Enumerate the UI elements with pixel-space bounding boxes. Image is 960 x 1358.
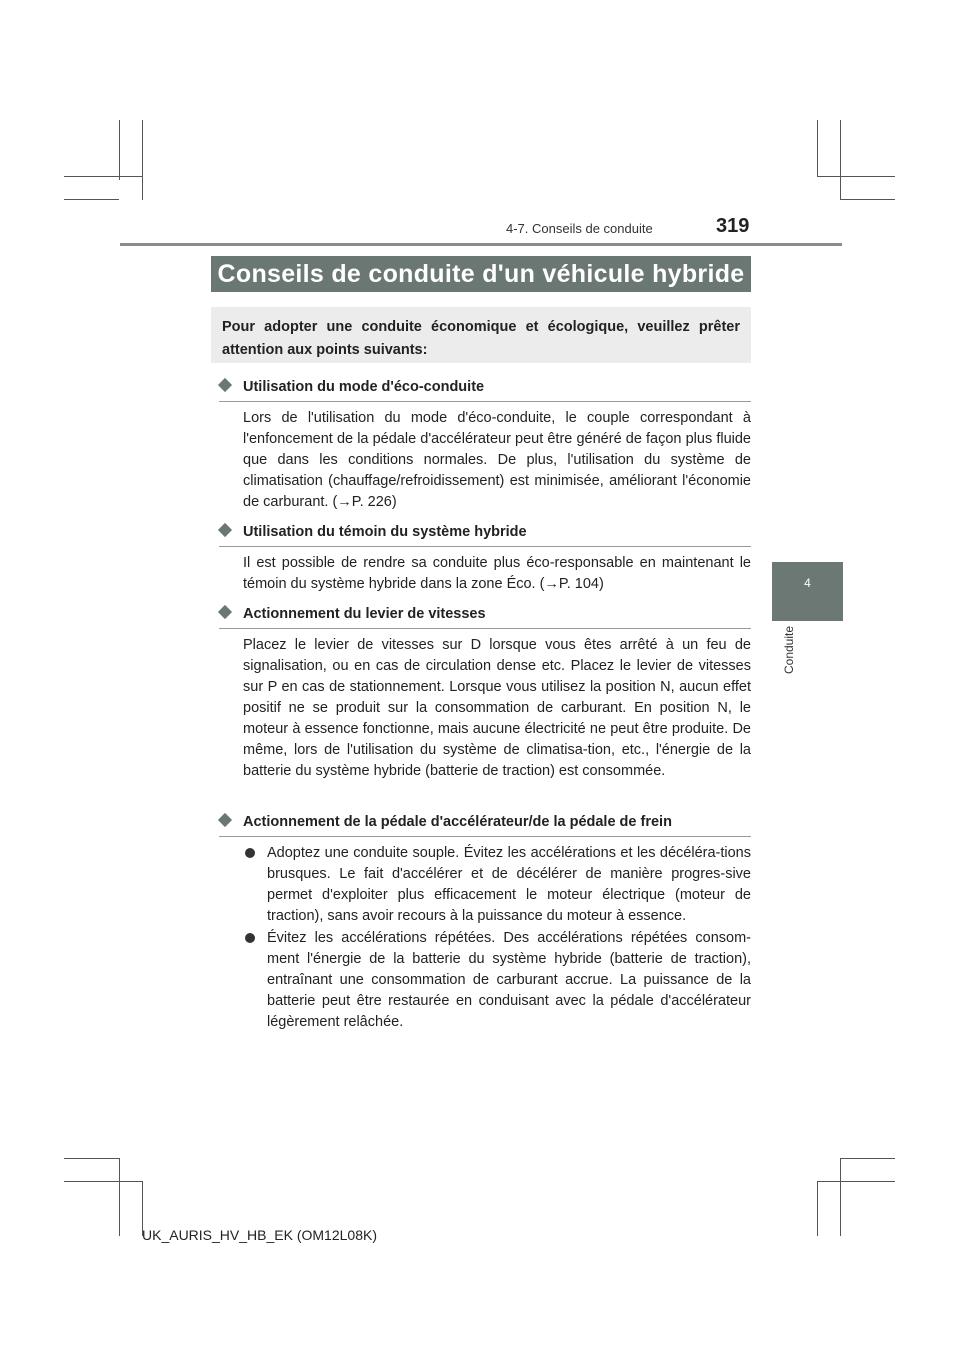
crop-mark <box>840 120 841 200</box>
section-heading <box>219 376 751 402</box>
diamond-bullet-icon <box>218 605 232 619</box>
crop-mark <box>840 1158 895 1159</box>
section-heading <box>219 811 751 837</box>
section-body: Placez le levier de vitesses sur D lorsque vous êtes arrêté à un feu de signalisation, ou en cas de circulation dense etc. Placez le levier de vitesses sur P en cas de stationnement. Lorsque vous utilisez la position N, aucun effet positif ne se produit sur la consommation de carburant. En position N, le moteur à essence fonctionne, mais aucune électricité ne peut être produite. De même, lors de l'utilisation du système de climatisa-tion, etc., l'énergie de la batterie du système hybride (batterie de traction) est consommée. <box>243 637 751 779</box>
chapter-tab <box>772 562 843 621</box>
crop-mark <box>142 120 143 200</box>
section-heading <box>219 521 751 547</box>
list-item <box>243 928 751 1033</box>
crop-mark <box>119 120 120 180</box>
section-heading-text: Actionnement du levier de vitesses <box>243 606 486 622</box>
diamond-bullet-icon <box>218 523 232 537</box>
crop-mark <box>817 120 818 176</box>
header-divider <box>120 243 842 246</box>
section-hybrid-indicator <box>219 521 751 595</box>
section-eco-mode <box>219 376 751 513</box>
diamond-bullet-icon <box>218 813 232 827</box>
section-shift-lever <box>219 603 751 782</box>
crop-mark <box>64 176 142 177</box>
crop-mark <box>64 1158 119 1159</box>
diamond-bullet-icon <box>218 378 232 392</box>
list-item-text: Adoptez une conduite souple. Évitez les accélérations et les décéléra-tions brusques. Le fait d'accélérer et de décélérer de manière progres-sive permet d'exploiter plus efficacement le moteur électrique (moteur de traction), sans avoir recours à la puissance du moteur à essence. <box>267 845 751 924</box>
bullet-list <box>243 843 751 1033</box>
crop-mark <box>64 1181 142 1182</box>
section-heading-text: Utilisation du mode d'éco-conduite <box>243 379 485 395</box>
chapter-tab-label: Conduite <box>782 626 796 675</box>
footer-document-code: UK_AURIS_HV_HB_EK (OM12L08K) <box>142 1227 377 1243</box>
list-item <box>243 843 751 927</box>
crop-mark <box>817 176 895 177</box>
crop-mark <box>817 1181 895 1182</box>
section-body: Lors de l'utilisation du mode d'éco-conduite, le couple correspondant à l'enfoncement de la pédale d'accélérateur peut être généré de façon plus fluide que dans les conditions normales. De plus, l'utilisation du système de climatisation (chauffage/refroidissement) est minimisée, améliorant l'économie de carburant. (→P. 226) <box>243 410 751 510</box>
round-bullet-icon <box>245 848 255 858</box>
chapter-tab-number: 4 <box>804 576 811 590</box>
section-heading <box>219 603 751 629</box>
section-heading-text: Utilisation du témoin du système hybride <box>243 524 527 540</box>
list-item-text: Évitez les accélérations répétées. Des accélérations répétées consom-ment l'énergie de la batterie du système hybride (batterie de traction), entraînant une consommation de carburant accrue. La puissance de la batterie peut être restaurée en conduisant avec la pédale d'accélérateur légèrement relâchée. <box>267 930 751 1030</box>
section-heading-text: Actionnement de la pédale d'accélérateur/de la pédale de frein <box>243 814 672 830</box>
section-pedals <box>219 811 751 1033</box>
crop-mark <box>817 1181 818 1236</box>
page-title: Conseils de conduite d'un véhicule hybride <box>211 256 751 292</box>
crop-mark <box>840 199 895 200</box>
intro-box: Pour adopter une conduite économique et écologique, veuillez prêter attention aux points suivants: <box>211 307 751 363</box>
crop-mark <box>119 1158 120 1236</box>
section-body: Il est possible de rendre sa conduite plus éco-responsable en maintenant le témoin du système hybride dans la zone Éco. (→P. 104) <box>243 555 751 592</box>
round-bullet-icon <box>245 933 255 943</box>
header-section-title: 4-7. Conseils de conduite <box>506 221 653 236</box>
crop-mark <box>64 199 119 200</box>
page-number: 319 <box>716 215 750 237</box>
crop-mark <box>840 1158 841 1236</box>
